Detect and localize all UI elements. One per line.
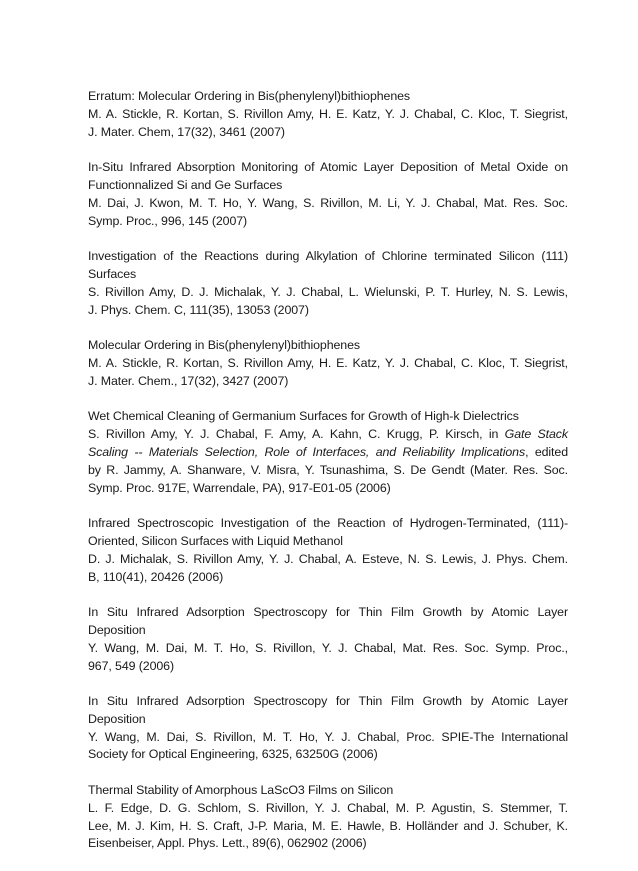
entry-text-line — [88, 302, 568, 320]
entry-text-line — [88, 213, 568, 231]
text-segment: Society for Optical Engineering, 6325, 63250G (2006) — [88, 747, 378, 762]
entry-text-line — [88, 818, 568, 836]
text-segment: Symp. Proc. 917E, Warrendale, PA), 917-E01-05 (2006) — [88, 480, 391, 495]
italic-text: Scaling -- Materials Selection, Role of Interfaces, and Reliability Implications — [88, 444, 526, 459]
text-segment: Oriented, Silicon Surfaces with Liquid Methanol — [88, 533, 343, 548]
text-segment: 967, 549 (2006) — [88, 658, 174, 673]
text-segment: M. A. Stickle, R. Kortan, S. Rivillon Amy, H. E. Katz, Y. J. Chabal, C. Kloc, T. Siegrist, — [88, 355, 568, 370]
entry-text-line — [88, 658, 568, 676]
text-segment: Molecular Ordering in Bis(phenylenyl)bithiophenes — [88, 338, 360, 353]
publication-entry — [88, 782, 568, 853]
text-segment: In-Situ Infrared Absorption Monitoring of Atomic Layer Deposition of Metal Oxide on — [88, 160, 568, 175]
text-segment: Wet Chemical Cleaning of Germanium Surfaces for Growth of High-k Dielectrics — [88, 409, 519, 424]
text-segment: L. F. Edge, D. G. Schlom, S. Rivillon, Y. J. Chabal, M. P. Agustin, S. Stemmer, T. — [88, 800, 568, 815]
text-segment: Eisenbeiser, Appl. Phys. Lett., 89(6), 062902 (2006) — [88, 836, 367, 851]
entry-text-line — [88, 569, 568, 587]
text-segment: S. Rivillon Amy, D. J. Michalak, Y. J. Chabal, L. Wielunski, P. T. Hurley, N. S. Lewis, — [88, 284, 568, 299]
entry-text-line — [88, 800, 568, 818]
entry-text-line — [88, 462, 568, 480]
text-segment: Lee, M. J. Kim, H. S. Craft, J-P. Maria, M. E. Hawle, B. Holländer and J. Schuber, K. — [88, 818, 568, 833]
entry-text-line — [88, 835, 568, 853]
entry-title-line — [88, 337, 568, 355]
text-segment: S. Rivillon Amy, Y. J. Chabal, F. Amy, A. Kahn, C. Krugg, P. Kirsch, in — [88, 427, 505, 442]
text-segment: , edited — [525, 444, 568, 459]
publication-entry — [88, 408, 568, 497]
entry-title-line — [88, 782, 568, 800]
entry-text-line — [88, 195, 568, 213]
entry-text-line — [88, 444, 568, 462]
text-segment: In Situ Infrared Adsorption Spectroscopy for Thin Film Growth by Atomic Layer — [88, 605, 568, 620]
entry-text-line — [88, 426, 568, 444]
italic-text: Gate Stack — [504, 427, 569, 442]
publication-entry — [88, 337, 568, 390]
publication-entry — [88, 693, 568, 764]
entry-text-line — [88, 124, 568, 142]
text-segment: Y. Wang, M. Dai, M. T. Ho, S. Rivillon, Y. J. Chabal, Mat. Res. Soc. Symp. Proc., — [88, 640, 568, 655]
text-segment: In Situ Infrared Adsorption Spectroscopy for Thin Film Growth by Atomic Layer — [88, 694, 568, 709]
text-segment: by R. Jammy, A. Shanware, V. Misra, Y. Tsunashima, S. De Gendt (Mater. Res. Soc. — [88, 462, 568, 477]
text-segment: Thermal Stability of Amorphous LaScO3 Films on Silicon — [88, 783, 394, 798]
entry-text-line — [88, 551, 568, 569]
publication-entry — [88, 248, 568, 319]
text-segment: Investigation of the Reactions during Alkylation of Chlorine terminated Silicon (111) — [88, 249, 568, 264]
entry-text-line — [88, 533, 568, 551]
text-segment: D. J. Michalak, S. Rivillon Amy, Y. J. Chabal, A. Esteve, N. S. Lewis, J. Phys. Chem. — [88, 551, 568, 566]
text-segment: J. Mater. Chem, 17(32), 3461 (2007) — [88, 124, 285, 139]
entry-text-line — [88, 746, 568, 764]
text-segment: Functionnalized Si and Ge Surfaces — [88, 177, 283, 192]
entry-text-line — [88, 622, 568, 640]
publication-list — [88, 88, 568, 871]
entry-title-line — [88, 604, 568, 622]
text-segment: Symp. Proc., 996, 145 (2007) — [88, 213, 248, 228]
text-segment: Infrared Spectroscopic Investigation of the Reaction of Hydrogen-Terminated, (111)- — [88, 516, 568, 531]
publication-entry — [88, 88, 568, 141]
text-segment: Y. Wang, M. Dai, S. Rivillon, M. T. Ho, Y. J. Chabal, Proc. SPIE-The International — [88, 729, 568, 744]
entry-text-line — [88, 355, 568, 373]
entry-text-line — [88, 373, 568, 391]
entry-title-line — [88, 693, 568, 711]
text-segment: B, 110(41), 20426 (2006) — [88, 569, 224, 584]
text-segment: Deposition — [88, 622, 146, 637]
publication-entry — [88, 159, 568, 230]
text-segment: J. Mater. Chem., 17(32), 3427 (2007) — [88, 373, 289, 388]
text-segment: Surfaces — [88, 266, 137, 281]
entry-title-line — [88, 248, 568, 266]
entry-text-line — [88, 640, 568, 658]
text-segment: Erratum: Molecular Ordering in Bis(phenylenyl)bithiophenes — [88, 89, 411, 103]
entry-title-line — [88, 159, 568, 177]
entry-text-line — [88, 284, 568, 302]
publication-entry — [88, 515, 568, 586]
text-segment: M. Dai, J. Kwon, M. T. Ho, Y. Wang, S. Rivillon, M. Li, Y. J. Chabal, Mat. Res. Soc. — [88, 195, 568, 210]
entry-text-line — [88, 480, 568, 498]
text-segment: J. Phys. Chem. C, 111(35), 13053 (2007) — [88, 302, 309, 317]
entry-text-line — [88, 177, 568, 195]
entry-title-line — [88, 515, 568, 533]
entry-text-line — [88, 266, 568, 284]
entry-text-line — [88, 729, 568, 747]
text-segment: Deposition — [88, 711, 146, 726]
publication-entry — [88, 604, 568, 675]
entry-text-line — [88, 711, 568, 729]
entry-title-line — [88, 88, 568, 106]
entry-title-line — [88, 408, 568, 426]
entry-text-line — [88, 106, 568, 124]
text-segment: M. A. Stickle, R. Kortan, S. Rivillon Amy, H. E. Katz, Y. J. Chabal, C. Kloc, T. Siegrist, — [88, 106, 568, 121]
